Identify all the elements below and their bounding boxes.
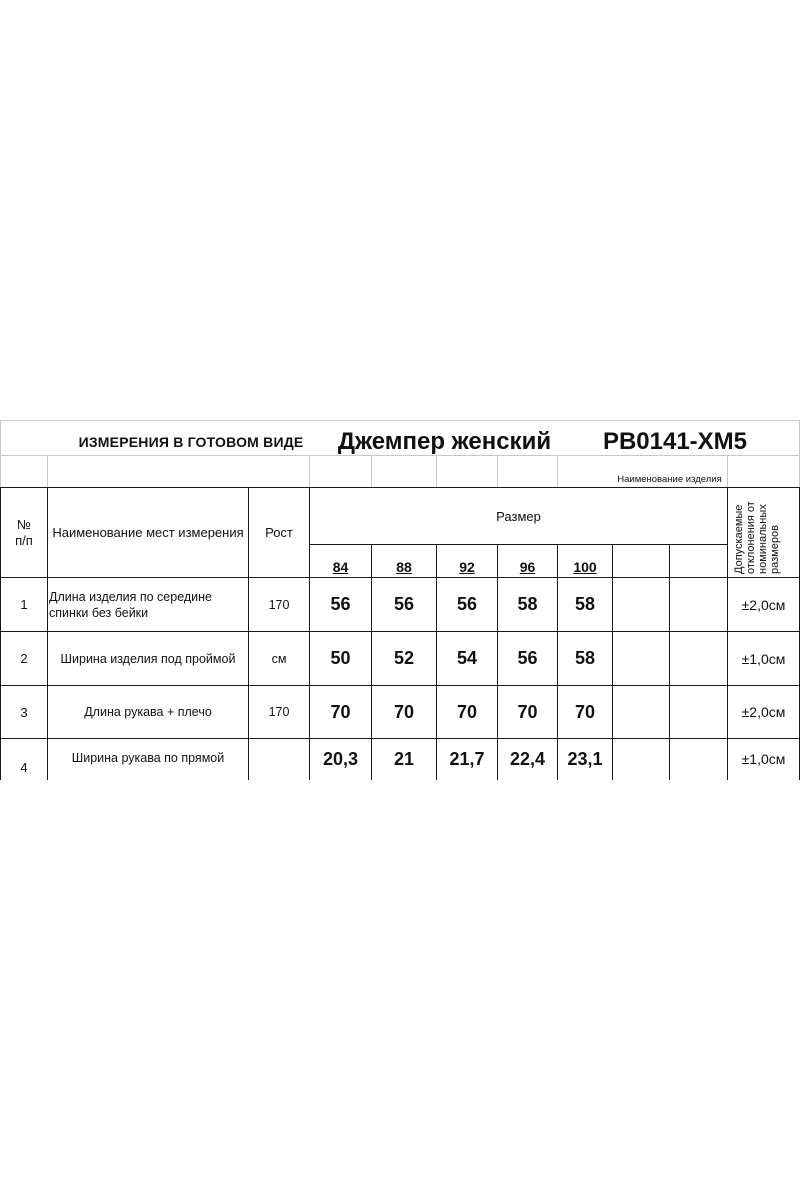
measurement-name-line: Длина изделия по середине — [49, 589, 213, 604]
grid-line — [0, 420, 1, 488]
row-number: 4 — [20, 759, 28, 775]
grid-line — [0, 420, 800, 421]
measurement-name — [49, 578, 248, 631]
measurement-sheet — [0, 420, 800, 780]
size-value: 70 — [393, 701, 415, 722]
column-header-measurement: Наименование мест измерения — [52, 525, 244, 540]
size-value: 56 — [517, 648, 538, 668]
size-header-100: 100 — [573, 559, 597, 575]
size-value: 56 — [393, 594, 415, 614]
column-header-size: Размер — [496, 508, 541, 524]
size-value: 54 — [456, 648, 478, 668]
size-value: 70 — [456, 701, 478, 722]
size-value: 22,4 — [509, 748, 546, 769]
row-number: 3 — [20, 704, 28, 720]
size-value: 52 — [393, 648, 415, 668]
tolerance-value: ±1,0см — [741, 650, 786, 667]
height-value: 170 — [268, 597, 290, 612]
size-header-84: 84 — [332, 559, 349, 575]
grid-line — [47, 455, 48, 488]
measurement-name: Ширина изделия под проймой — [60, 651, 236, 666]
size-value: 23,1 — [567, 748, 603, 769]
measurement-name: Длина рукава + плечо — [84, 705, 212, 719]
tolerance-value: ±1,0см — [741, 751, 786, 767]
size-value: 58 — [574, 594, 596, 614]
column-header-height: Рост — [265, 525, 293, 540]
row-number: 1 — [20, 597, 28, 612]
grid-line — [669, 544, 670, 780]
size-value: 20,3 — [322, 748, 359, 769]
measurement-name: Ширина рукава по прямой — [71, 751, 225, 765]
size-value: 21 — [393, 748, 415, 769]
size-header-88: 88 — [396, 559, 412, 575]
height-value: 170 — [268, 705, 290, 719]
size-value: 50 — [330, 648, 351, 668]
height-value: см — [271, 651, 287, 666]
grid-line — [612, 544, 613, 780]
row-number: 2 — [20, 651, 28, 666]
height-value — [249, 740, 309, 776]
tolerance-value: ±2,0см — [741, 596, 786, 613]
size-value: 70 — [330, 701, 351, 722]
size-value: 70 — [574, 701, 596, 722]
size-value: 58 — [517, 594, 538, 614]
section-title: ИЗМЕРЕНИЯ В ГОТОВОМ ВИДЕ — [78, 434, 304, 450]
size-value: 58 — [574, 648, 596, 668]
tolerance-value: ±2,0см — [741, 704, 786, 720]
size-header-92: 92 — [459, 559, 475, 575]
product-name: Джемпер женский — [337, 428, 552, 455]
column-header-tolerance: Допускаемые отклонения от номинальных размеров — [733, 501, 781, 574]
product-name-caption: Наименование изделия — [617, 473, 722, 485]
column-header-number: № п/п — [15, 516, 33, 548]
measurement-name-line: спинки без бейки — [49, 605, 149, 620]
size-value: 56 — [330, 594, 351, 614]
size-header-96: 96 — [519, 559, 536, 575]
grid-line — [0, 738, 800, 739]
size-value: 21,7 — [449, 748, 485, 769]
size-value: 56 — [456, 594, 478, 614]
size-value: 70 — [517, 701, 538, 722]
model-code: РВ0141-ХМ5 — [602, 428, 748, 455]
